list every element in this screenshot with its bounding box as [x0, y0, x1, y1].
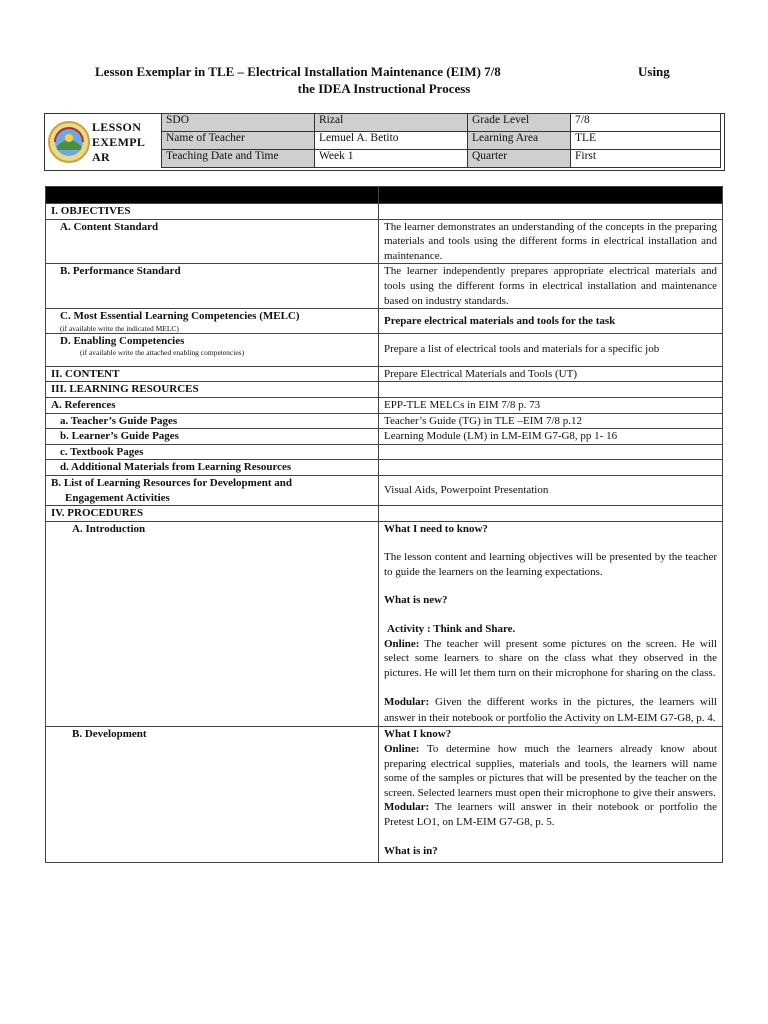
melc-note: (if available write the indicated MELC)	[60, 323, 179, 333]
dev-heading: What I know?	[384, 728, 452, 741]
header-value: TLE	[571, 132, 721, 150]
deped-seal-icon	[47, 116, 91, 168]
references-text: EPP-TLE MELCs in EIM 7/8 p. 73	[379, 397, 723, 413]
document-title-line2: the IDEA Instructional Process	[297, 81, 471, 96]
header-label: Grade Level	[468, 114, 571, 132]
table-header-bar	[46, 187, 723, 204]
content-label: II. CONTENT	[46, 366, 379, 382]
header-label: SDO	[162, 114, 315, 132]
table-row	[46, 521, 723, 727]
content-standard-text: The learner demonstrates an understanding of the concepts in the preparing materials and tools using the different forms in electrical installation and maintenance.	[379, 219, 723, 264]
enabling-text: Prepare a list of electrical tools and materials for a specific job	[379, 333, 723, 366]
table-row	[46, 413, 723, 429]
lg-text: Learning Module (LM) in LM-EIM G7-G8, pp 1- 16	[379, 429, 723, 445]
enabling-label: D. Enabling Competencies (if available write the attached enabling competencies)	[46, 333, 379, 366]
table-row	[46, 382, 723, 398]
dev-online: Online: To determine how much the learners already know about preparing electrical supplies, materials and tools, the learners will name some of the samples or pictures that will be presented by the teacher on the screen. Selected learners must open their microphone to give their answers.	[384, 743, 717, 799]
header-label: Teaching Date and Time	[162, 150, 315, 168]
header-info-table	[161, 113, 721, 168]
textbook-label: c. Textbook Pages	[46, 444, 379, 460]
header-row	[162, 132, 721, 150]
table-row	[46, 309, 723, 334]
procedures-label: IV. PROCEDURES	[46, 506, 379, 522]
table-row	[46, 397, 723, 413]
table-row	[46, 366, 723, 382]
table-row	[46, 506, 723, 522]
table-row	[46, 429, 723, 445]
activity-title: Activity : Think and Share.	[387, 623, 516, 636]
table-row	[46, 264, 723, 309]
introduction-content	[379, 521, 723, 727]
development-label: B. Development	[46, 727, 379, 863]
header-label: Learning Area	[468, 132, 571, 150]
table-row	[46, 444, 723, 460]
header-value: Lemuel A. Betito	[315, 132, 468, 150]
content-text: Prepare Electrical Materials and Tools (UT)	[379, 366, 723, 382]
title-main: Lesson Exemplar in TLE – Electrical Installation Maintenance (EIM) 7/8	[95, 64, 501, 79]
intro-heading: What I need to know?	[384, 522, 488, 535]
dev-modular: Modular: The learners will answer in their notebook or portfolio the Pretest LO1, on LM-EIM G7-G8, p. 5.	[384, 801, 717, 828]
dev-heading-in: What is in?	[384, 844, 438, 857]
performance-standard-label: B. Performance Standard	[46, 264, 379, 309]
resources-label: III. LEARNING RESOURCES	[46, 382, 379, 398]
header-label: Name of Teacher	[162, 132, 315, 150]
header-label: Quarter	[468, 150, 571, 168]
list-resources-text: Visual Aids, Powerpoint Presentation	[379, 475, 723, 505]
header-value: Week 1	[315, 150, 468, 168]
performance-standard-text: The learner independently prepares appropriate electrical materials and tools using the different forms in electrical installation and maintenance based on industry standards.	[379, 264, 723, 309]
references-label: A. References	[46, 397, 379, 413]
list-resources-label: B. List of Learning Resources for Development and Engagement Activities	[46, 475, 379, 505]
intro-modular: Modular: Given the different works in the pictures, the learners will answer in their notebook or portfolio the Activity on LM-EIM G7-G8, p. 4.	[384, 696, 717, 725]
lg-label: b. Learner’s Guide Pages	[46, 429, 379, 445]
tg-text: Teacher’s Guide (TG) in TLE –EIM 7/8 p.12	[379, 413, 723, 429]
intro-heading-new: What is new?	[384, 594, 448, 607]
header-row	[162, 150, 721, 168]
content-standard-label: A. Content Standard	[46, 219, 379, 264]
introduction-label: A. Introduction	[46, 521, 379, 727]
header-value: 7/8	[571, 114, 721, 132]
header-row	[162, 114, 721, 132]
section-objectives: I. OBJECTIVES	[46, 204, 379, 220]
melc-label: C. Most Essential Learning Competencies (MELC) (if available write the indicated MELC)	[46, 309, 379, 334]
intro-paragraph: The lesson content and learning objectives will be presented by the teacher to guide the learners on the learning expectations.	[384, 551, 717, 578]
table-row	[46, 475, 723, 505]
enabling-note: (if available write the attached enabling competencies)	[80, 348, 245, 358]
header-value: First	[571, 150, 721, 168]
intro-online: Online: The teacher will present some pictures on the screen. He will select some learners to share on the class what they observed in the pictures. He will let them turn on their microphone for sharing on the class.	[384, 637, 717, 679]
table-row	[46, 333, 723, 366]
additional-label: d. Additional Materials from Learning Resources	[46, 460, 379, 476]
lesson-plan-table	[45, 186, 723, 863]
table-row	[46, 460, 723, 476]
lesson-header	[44, 113, 725, 171]
table-row	[46, 204, 723, 220]
development-content	[379, 727, 723, 863]
melc-text: Prepare electrical materials and tools for the task	[379, 309, 723, 334]
header-value: Rizal	[315, 114, 468, 132]
table-row	[46, 219, 723, 264]
title-right: Using	[638, 64, 670, 79]
lesson-exemplar-label: LESSON EXEMPL AR	[92, 120, 146, 164]
tg-label: a. Teacher’s Guide Pages	[46, 413, 379, 429]
table-row	[46, 727, 723, 863]
